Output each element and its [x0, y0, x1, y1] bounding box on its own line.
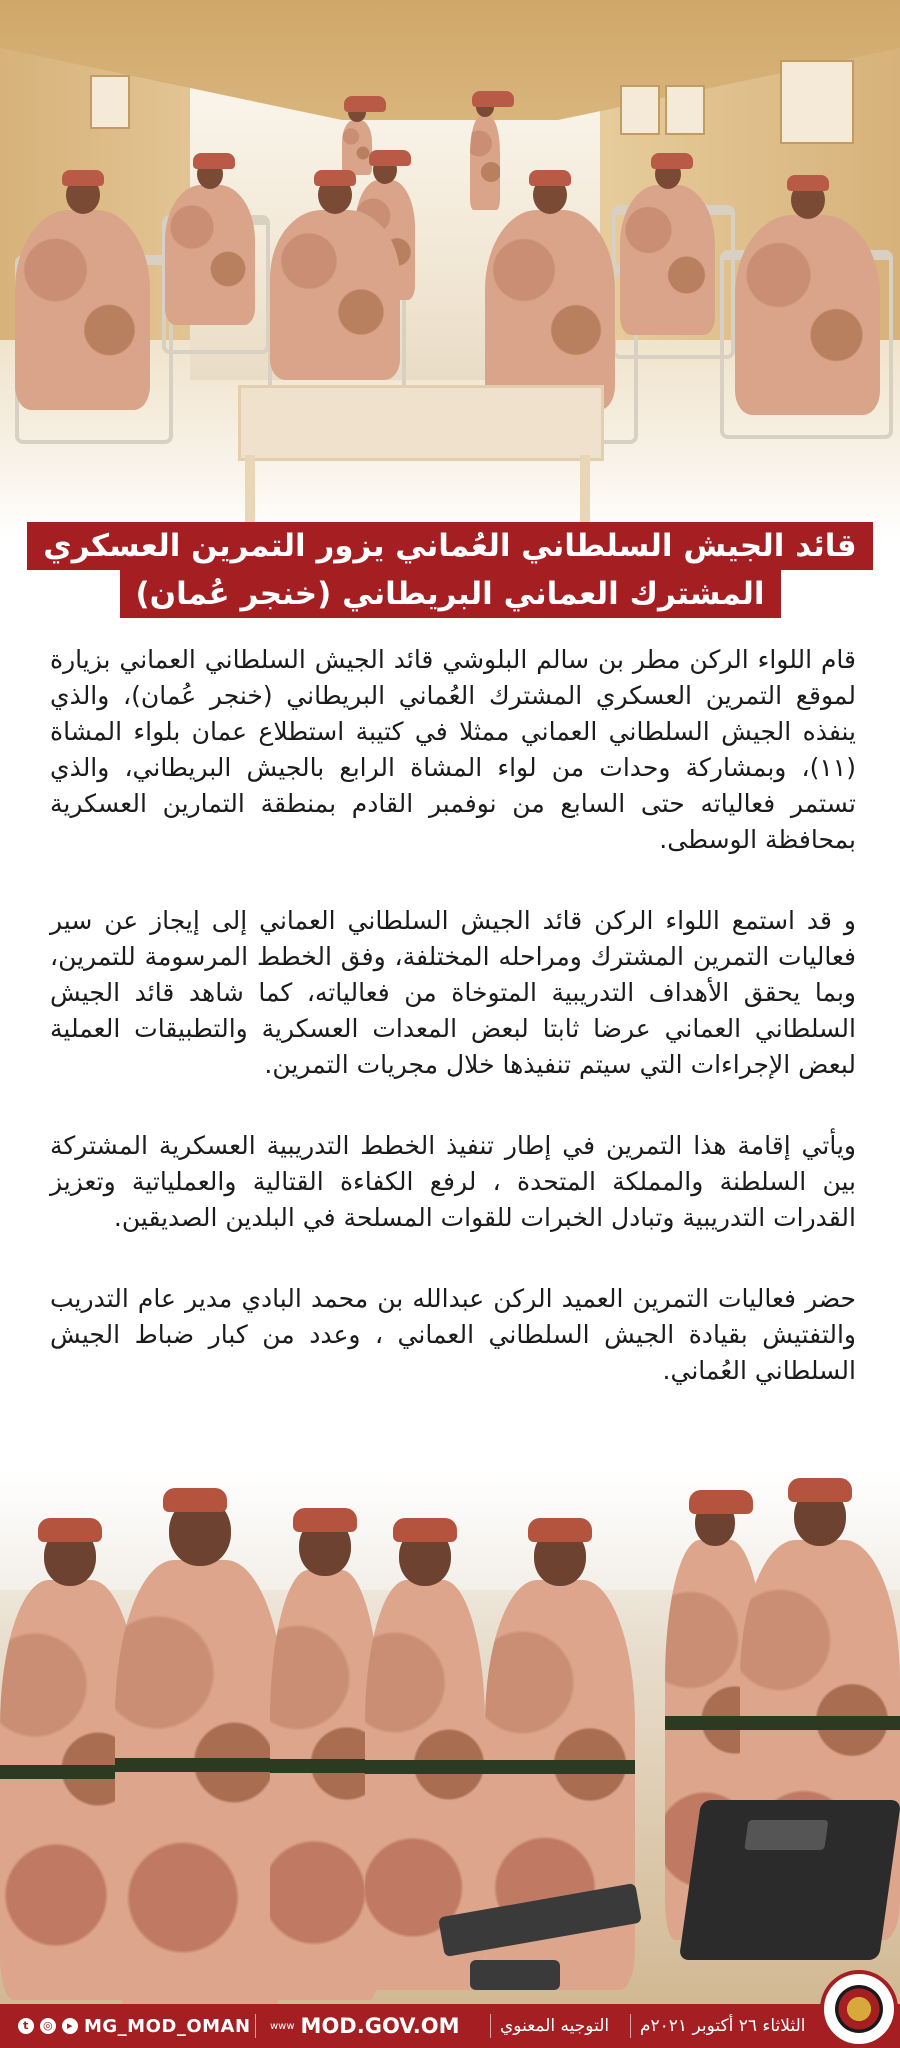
article-body [50, 642, 856, 1434]
footer-bar [0, 2004, 900, 2048]
table [238, 385, 604, 461]
divider [255, 2014, 256, 2038]
date-label: الثلاثاء ٢٦ أكتوبر ٢٠٢١م [640, 2016, 806, 2036]
headline-line-2: المشترك العماني البريطاني (خنجر عُمان) [120, 570, 781, 618]
seated-officer [270, 210, 400, 380]
standing-soldier [470, 115, 500, 210]
standing-soldier [342, 120, 372, 175]
emblem-core [835, 1985, 883, 2033]
article-paragraph-1: قام اللواء الركن مطر بن سالم البلوشي قائد الجيش السلطاني العماني بزيارة لموقع التمرين العسكري المشترك العُماني البريطاني (خنجر عُمان)، والذي ينفذه الجيش السلطاني العماني ممثلا في كتيبة استطلاع عمان بلواء المشاة (١١)، وبمشاركة وحدات من لواء المشاة الرابع بالجيش البريطاني، والذي تستمر فعالياته حتى السابع من نوفمبر القادم بمنطقة التمارين العسكرية بمحافظة الوسطى. [50, 645, 856, 854]
binoculars [470, 1960, 560, 1990]
headline-line-1: قائد الجيش السلطاني العُماني يزور التمرين العسكري [27, 522, 872, 570]
headline [0, 522, 900, 618]
department-label: التوجيه المعنوي [500, 2016, 610, 2036]
seated-officer [485, 210, 615, 410]
commander-soldier [115, 1560, 285, 2010]
tent-window [620, 85, 660, 135]
twitter-icon[interactable]: t [18, 2018, 34, 2034]
social-handle[interactable]: MG_MOD_OMAN [84, 2015, 251, 2037]
website-link[interactable] [270, 2004, 460, 2048]
equipment-case [679, 1800, 900, 1960]
social-links [18, 2004, 251, 2048]
tent-window [90, 75, 130, 129]
article-paragraph-2: و قد استمع اللواء الركن قائد الجيش السلطاني العماني إلى إيجاز عن سير فعاليات التمرين المشترك ومراحله المختلفة، وفق الخطط المرسومة للتمرين، وبما يحقق الأهداف التدريبية المتوخاة من فعالياته، كما شاهد قائد الجيش السلطاني العماني عرضا ثابتا لبعض المعدات العسكرية والتطبيقات العملية لبعض الإجراءات التي سيتم تنفيذها خلال مجريات التمرين. [50, 906, 856, 1079]
army-emblem-icon [820, 1970, 898, 2048]
divider [490, 2014, 491, 2038]
top-photo [0, 0, 900, 540]
instagram-icon[interactable]: ◎ [40, 2018, 56, 2034]
tent-window [780, 60, 854, 144]
tent-window [665, 85, 705, 135]
seated-officer [735, 215, 880, 415]
website-url[interactable]: MOD.GOV.OM [300, 2014, 460, 2038]
website-prefix: www [270, 2020, 295, 2032]
divider [630, 2014, 631, 2038]
soldier [270, 1570, 380, 2000]
article-paragraph-4: حضر فعاليات التمرين العميد الركن عبدالله بن محمد البادي مدير عام التدريب والتفتيش بقيادة الجيش السلطاني العماني ، وعدد من كبار ضباط الجيش السلطاني العُماني. [50, 1284, 856, 1385]
seated-officer [165, 185, 255, 325]
youtube-icon[interactable]: ▸ [62, 2018, 78, 2034]
seated-officer [620, 185, 715, 335]
article-paragraph-3: ويأتي إقامة هذا التمرين في إطار تنفيذ الخطط التدريبية العسكرية المشتركة بين السلطنة والمملكة المتحدة ، لرفع الكفاءة القتالية والعملياتية وتعزيز القدرات التدريبية وتبادل الخبرات للقوات المسلحة في البلدين الصديقين. [50, 1131, 856, 1232]
seated-officer [15, 210, 150, 410]
